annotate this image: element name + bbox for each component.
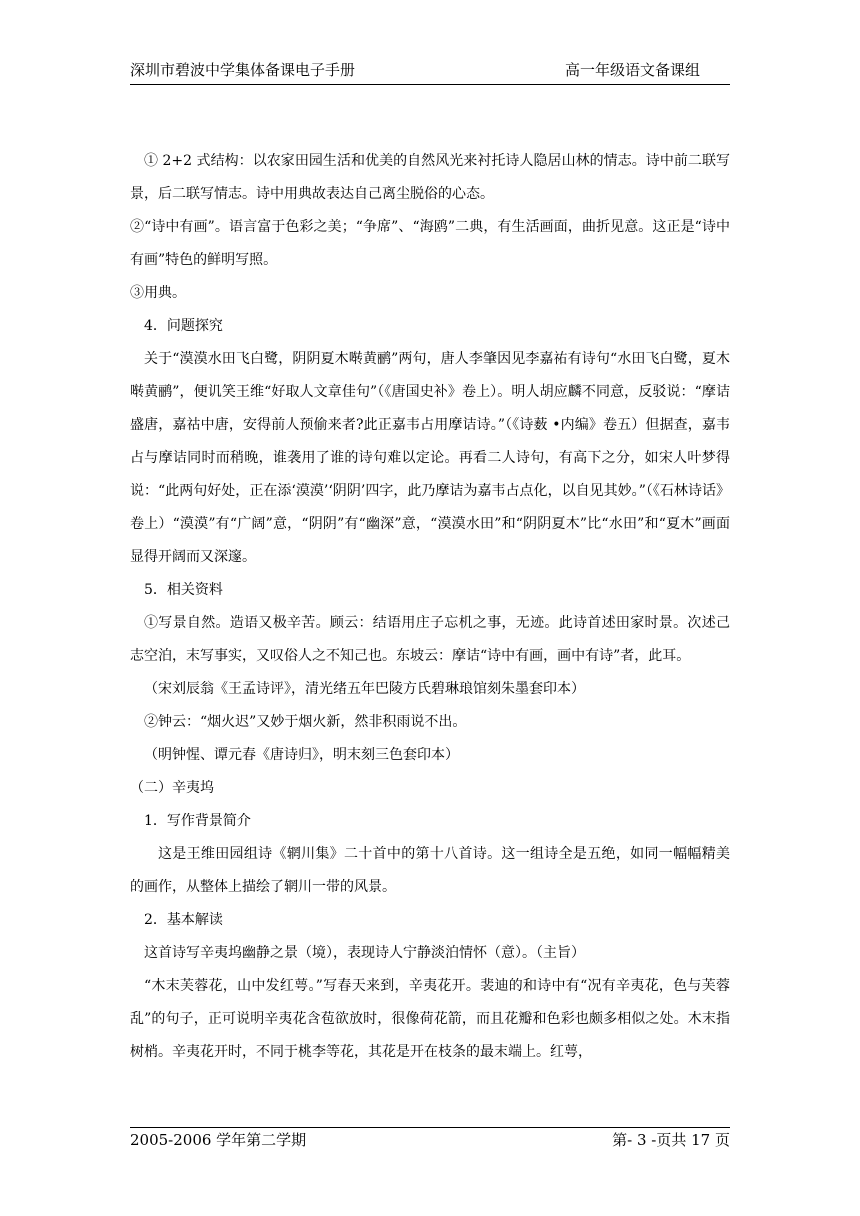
paragraph-background: 这是王维田园组诗《辋川集》二十首中的第十八首诗。这一组诗全是五绝，如同一幅幅精美的画作，从整体上描绘了辋川一带的风景。 bbox=[130, 846, 730, 895]
document-body bbox=[130, 145, 730, 1069]
citation-2: （明钟惺、谭元春《唐诗归》，明末刻三色套印本） bbox=[144, 747, 459, 763]
header-group-name: 高一年级语文备课组 bbox=[564, 61, 700, 79]
paragraph-allusion: ③用典。 bbox=[130, 285, 186, 301]
paragraph-material-2: ②钟云：“烟火迟”又妙于烟火新，然非积雨说不出。 bbox=[144, 714, 467, 730]
footer-divider bbox=[130, 1127, 730, 1128]
section-heading-inquiry: 4．问题探究 bbox=[144, 318, 223, 334]
section-heading-xinyiwu: （二）辛夷坞 bbox=[130, 780, 214, 796]
paragraph-reading: “木末芙蓉花，山中发红萼。”写春天来到，辛夷花开。裴迪的和诗中有“况有辛夷花，色与芙蓉乱”的句子，正可说明辛夷花含苞欲放时，很像荷花箭，而且花瓣和色彩也颇多相似之处。木末指树梢。辛夷花开时，不同于桃李等花，其花是开在枝条的最末端上。红萼， bbox=[130, 978, 730, 1060]
paragraph-structure: ① 2+2 式结构：以农家田园生活和优美的自然风光来衬托诗人隐居山林的情志。诗中前二联写景，后二联写情志。诗中用典故表达自己离尘脱俗的心态。 bbox=[130, 153, 730, 202]
paragraph-theme: 这首诗写辛夷坞幽静之景（境），表现诗人宁静淡泊情怀（意）。（主旨） bbox=[144, 945, 585, 961]
header-title: 深圳市碧波中学集体备课电子手册 bbox=[130, 61, 356, 79]
citation-1: （宋刘辰翁《王孟诗评》，清光绪五年巴陵方氏碧琳琅馆刻朱墨套印本） bbox=[144, 681, 585, 697]
section-heading-materials: 5．相关资料 bbox=[144, 582, 223, 598]
section-heading-reading: 2．基本解读 bbox=[144, 912, 223, 928]
footer-semester: 2005-2006 学年第二学期 bbox=[130, 1131, 307, 1149]
header-divider bbox=[130, 84, 730, 85]
paragraph-material-1: ①写景自然。造语又极辛苦。顾云：结语用庄子忘机之事，无迹。此诗首述田家时景。次述己志空泊，末写事实，又叹俗人之不知己也。东坡云：摩诘“诗中有画，画中有诗”者，此耳。 bbox=[130, 615, 730, 664]
paragraph-poetry-painting: ②“诗中有画”。语言富于色彩之美；“争席”、“海鸥”二典，有生活画面，曲折见意。这正是“诗中有画”特色的鲜明写照。 bbox=[130, 219, 730, 268]
paragraph-inquiry: 关于“漠漠水田飞白鹭，阴阴夏木啭黄鹂”两句，唐人李肇因见李嘉祐有诗句“水田飞白鹭，夏木啭黄鹂”，便讥笑王维“好取人文章佳句”（《唐国史补》卷上）。明人胡应麟不同意，反驳说：“摩诘盛唐，嘉祜中唐，安得前人预偷来者?此正嘉韦占用摩诘诗。”（《诗薮 •内编》卷五）但据查，嘉韦占与摩诘同时而稍晚，谁袭用了谁的诗句难以定论。再看二人诗句，有高下之分，如宋人叶梦得说：“此两句好处，正在添‘漠漠’‘阴阴’四字，此乃摩诘为嘉韦占点化，以自见其妙。”（《石林诗话》卷上）“漠漠”有“广阔”意，“阴阴”有“幽深”意，“漠漠水田”和“阴阴夏木”比“水田”和“夏木”画面显得开阔而又深邃。 bbox=[130, 351, 730, 565]
footer-page-number: 第- 3 -页共 17 页 bbox=[612, 1131, 730, 1149]
section-heading-background: 1．写作背景简介 bbox=[144, 813, 251, 829]
